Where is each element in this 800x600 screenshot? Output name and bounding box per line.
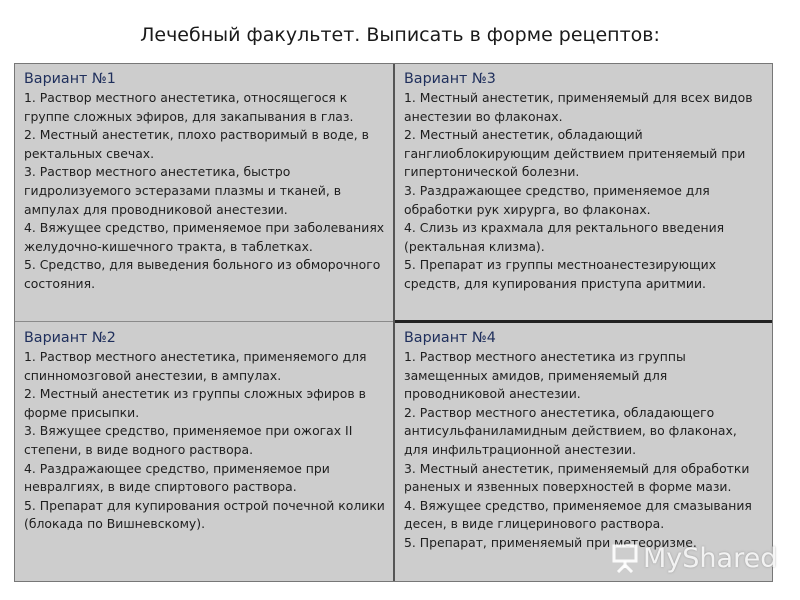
variant-cell-3 — [395, 64, 772, 321]
variant-item: 1. Местный анестетик, применяемый для всех видов анестезии во флаконах. — [404, 90, 753, 124]
variant-item: 4. Вяжущее средство, применяемое для смазывания десен, в виде глицеринового раствора. — [404, 497, 752, 532]
watermark — [612, 540, 777, 576]
variant-item: 5. Препарат для купирования острой почечной колики (блокада по Вишневскому). — [24, 497, 385, 532]
variant-item: 1. Раствор местного анестетика из группы замещенных амидов, применяемый для проводниковой анестезии. — [404, 349, 686, 402]
variant-heading: Вариант №1 — [24, 71, 116, 87]
variants-table — [14, 63, 773, 582]
variant-item: 1. Раствор местного анестетика, применяемого для спинномозговой анестезии, в ампулах. — [24, 349, 367, 383]
variant-item: 3. Раствор местного анестетика, быстро гидролизуемого эстеразами плазмы и тканей, в ампулах для проводниковой анестезии. — [24, 164, 341, 217]
variant-heading: Вариант №4 — [404, 330, 496, 346]
variant-item: 5. Препарат из группы местноанестезирующих средств, для купирования приступа аритмии. — [404, 257, 717, 291]
variant-heading: Вариант №3 — [404, 71, 496, 87]
page-title: Лечебный факультет. Выписать в форме рецептов: — [140, 24, 660, 46]
variant-cell-2 — [15, 323, 393, 581]
variant-item: 1. Раствор местного анестетика, относящегося к группе сложных эфиров, для закапывания в глаз. — [24, 90, 354, 124]
variant-item: 3. Раздражающее средство, применяемое для обработки рук хирурга, во флаконах. — [404, 182, 710, 217]
variant-item: 3. Местный анестетик, применяемый для обработки раненых и язвенных поверхностей в форме мази. — [404, 460, 750, 495]
variant-item: 4. Раздражающее средство, применяемое при невралгиях, в виде спиртового раствора. — [24, 460, 330, 495]
presentation-board-icon — [612, 543, 638, 573]
variant-item: 5. Средство, для выведения больного из обморочного состояния. — [24, 257, 381, 291]
watermark-text: MyShared — [643, 542, 778, 574]
variant-item: 2. Местный анестетик из группы сложных эфиров в форме присыпки. — [24, 386, 366, 420]
variant-item: 4. Слизь из крахмала для ректального введения (ректальная клизма). — [404, 220, 725, 254]
variant-heading: Вариант №2 — [24, 330, 116, 346]
variant-item: 5. Препарат, применяемый при метеоризме. — [404, 534, 697, 550]
variant-item: 4. Вяжущее средство, применяемое при заболеваниях желудочно-кишечного тракта, в таблетках. — [24, 220, 385, 254]
variant-cell-1 — [15, 64, 393, 321]
variant-item: 3. Вяжущее средство, применяемое при ожогах II степени, в виде водного раствора. — [24, 423, 353, 457]
variant-item: 2. Местный анестетик, плохо растворимый в воде, в ректальных свечах. — [24, 127, 369, 161]
variant-item: 2. Местный анестетик, обладающий ганглиоблокирующим действием притеняемый при гипертонической болезни. — [404, 127, 746, 180]
row-divider-left — [15, 321, 393, 322]
variant-item: 2. Раствор местного анестетика, обладающего антисульфаниламидным действием, во флаконах, для инфильтрационной анестезии. — [404, 404, 737, 457]
